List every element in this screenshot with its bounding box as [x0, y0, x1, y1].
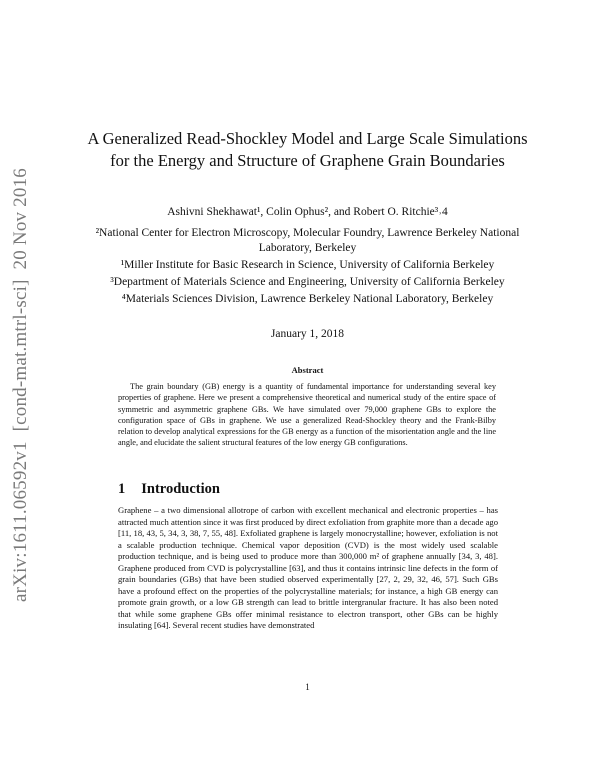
section-number: 1 — [118, 481, 126, 497]
abstract-heading: Abstract — [291, 365, 324, 375]
page-number: 1 — [305, 682, 310, 692]
arxiv-category: [cond-mat.mtrl-sci] — [10, 279, 31, 432]
arxiv-date: 20 Nov 2016 — [10, 168, 31, 270]
affiliation-miller: ¹Miller Institute for Basic Research in Science, University of California Berkeley — [120, 259, 495, 271]
arxiv-id: arXiv:1611.06592v1 — [10, 441, 31, 602]
author-list: Ashivni Shekhawat¹, Colin Ophus², and Robert O. Ritchie³˒4 — [167, 206, 448, 218]
arxiv-stamp — [10, 168, 32, 602]
affiliation-mse: ³Department of Materials Science and Engineering, University of California Berkeley — [110, 276, 505, 288]
section-heading-introduction — [118, 481, 220, 498]
paper-date: January 1, 2018 — [270, 328, 345, 340]
introduction-text: Graphene – a two dimensional allotrope of carbon with excellent mechanical and electronic properties – has attracted much attention since it was first produced by direct exfoliation from graphite more than a decade ago [11, 18, 43, 5, 34, 3, 38, 7, 55, 48]. Exfoliated graphene is largely monocrystalline; however, exfoliation is not a scalable production technique. Chemical vapor deposition (CVD) is the most widely used scalable production technique, and is being used to produce more than 300,000 m² of graphene annually [34, 3, 48]. Graphene produced from CVD is polycrystalline [63], and thus it contains intrinsic line defects in the form of grain boundaries (GBs) that have been studied observed experimentally [27, 2, 29, 32, 46, 57]. Such GBs have a profound effect on the properties of the polycrystalline materials; for instance, a high GB energy can promote grain growth, or a low GB strength can lead to brittle intergranular fracture. It has also been noted that while some graphene GBs offer minimal resistance to electron transport, other GBs can be highly insulating [64]. Several recent studies have demonstrated — [118, 505, 498, 630]
section-title: Introduction — [141, 481, 220, 497]
affiliation-msd: ⁴Materials Sciences Division, Lawrence Berkeley National Laboratory, Berkeley — [121, 293, 494, 305]
affiliation-ncem: ²National Center for Electron Microscopy, Molecular Foundry, Lawrence Berkeley National Laboratory, Berkeley — [95, 227, 520, 254]
abstract-text: The grain boundary (GB) energy is a quantity of fundamental importance for understanding several key properties of graphene. Here we present a comprehensive theoretical and numerical study of the entire space of symmetric and asymmetric graphene GBs. We have simulated over 79,000 graphene GBs to explore the configuration space of GBs in graphene. We use a generalized Read-Shockley theory and the Frank-Bilby relation to develop analytical expressions for the GB energy as a function of the misorientation angle and the line angle, and elucidate the salient structural features of the low energy GB configurations. — [118, 382, 496, 448]
affiliation-list — [80, 226, 535, 309]
paper-title: A Generalized Read-Shockley Model and Large Scale Simulations for the Energy and Structure of Graphene Grain Boundaries — [87, 129, 528, 170]
